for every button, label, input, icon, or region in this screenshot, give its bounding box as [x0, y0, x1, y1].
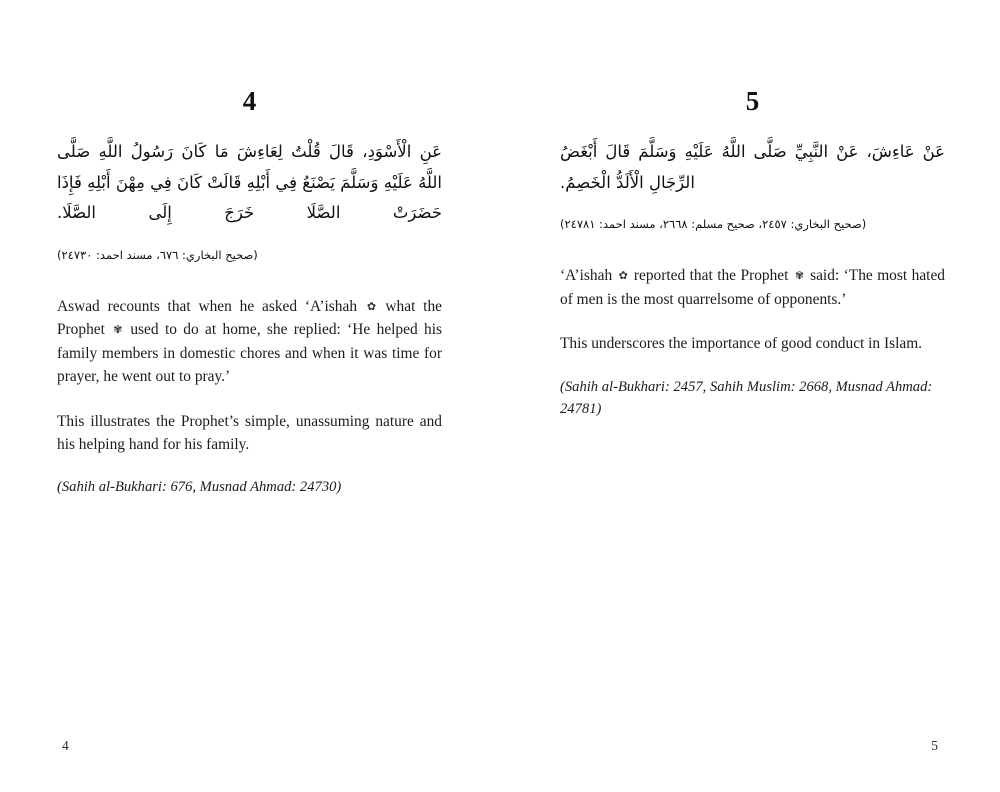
english-citation-left: (Sahih al-Bukhari: 676, Musnad Ahmad: 24730) — [57, 479, 342, 496]
right-page — [500, 0, 1000, 792]
honorific-raa-icon: ✿ — [618, 269, 628, 283]
translation-text-segment-1: Aswad recounts that when he asked ‘A’ishah — [57, 297, 358, 315]
translation-paragraph-left — [57, 295, 442, 389]
translation-text-segment-3: used to do at home, she replied: ‘He helped his family members in domestic chores and when it was time for prayer, he went out to pray.’ — [57, 321, 442, 386]
page-number-left: 4 — [62, 738, 69, 753]
arabic-citation-left: (صحيح البخاري: ٦٧٦، مسند احمد: ٢٤٧٣٠) — [57, 247, 258, 262]
translation-text-segment-2: reported that the Prophet — [633, 267, 789, 285]
arabic-hadith-text-left: عَنِ الْأَسْوَدِ، قَالَ قُلْتُ لِعَاءِشَ مَا كَانَ رَسُولُ اللَّهِ صَلَّى اللَّهُ عَلَيْهِ وَسَلَّمَ يَصْنَعُ فِي أَبْلِهِ قَالَتْ كَانَ فِي مِهْنَ أَبْلِهِ فَإِذَا حَضَرَتْ الصَّلَا خَرَجَ إِلَى الصَّلَا. — [57, 142, 442, 223]
hadith-number-heading-left: 4 — [242, 86, 257, 116]
honorific-salawat-icon: ✾ — [794, 269, 804, 283]
english-citation-right: (Sahih al-Bukhari: 2457, Sahih Muslim: 2668, Musnad Ahmad: 24781) — [560, 378, 933, 417]
arabic-hadith-text-right: عَنْ عَاءِشَ، عَنْ النَّبِيِّ صَلَّى اللَّهُ عَلَيْهِ وَسَلَّمَ قَالَ أَبْغَضُ الرِّجَالِ الْأَلَدُّ الْخَصِمُ. — [560, 142, 945, 192]
translation-text-segment-2: what the Prophet — [57, 297, 442, 339]
honorific-salawat-icon: ✾ — [113, 323, 122, 337]
left-page-content — [0, 0, 500, 499]
right-page-content — [500, 0, 1000, 420]
page-number-right: 5 — [931, 738, 938, 753]
translation-paragraph-right — [560, 264, 945, 311]
arabic-citation-right: (صحيح البخاري: ٢٤٥٧، صحيح مسلم: ٢٦٦٨، مسند احمد: ٢٤٧٨١) — [560, 217, 867, 232]
translation-text-segment-1: ‘A’ishah — [560, 267, 613, 285]
commentary-paragraph-left: This illustrates the Prophet’s simple, unassuming nature and his helping hand for his family. — [57, 412, 442, 453]
honorific-raa-icon: ✿ — [366, 299, 376, 313]
commentary-paragraph-right: This underscores the importance of good conduct in Islam. — [560, 335, 923, 353]
hadith-number-heading-right: 5 — [745, 86, 760, 116]
translation-text-segment-3: said: ‘The most hated of men is the most quarrelsome of opponents.’ — [560, 267, 945, 308]
